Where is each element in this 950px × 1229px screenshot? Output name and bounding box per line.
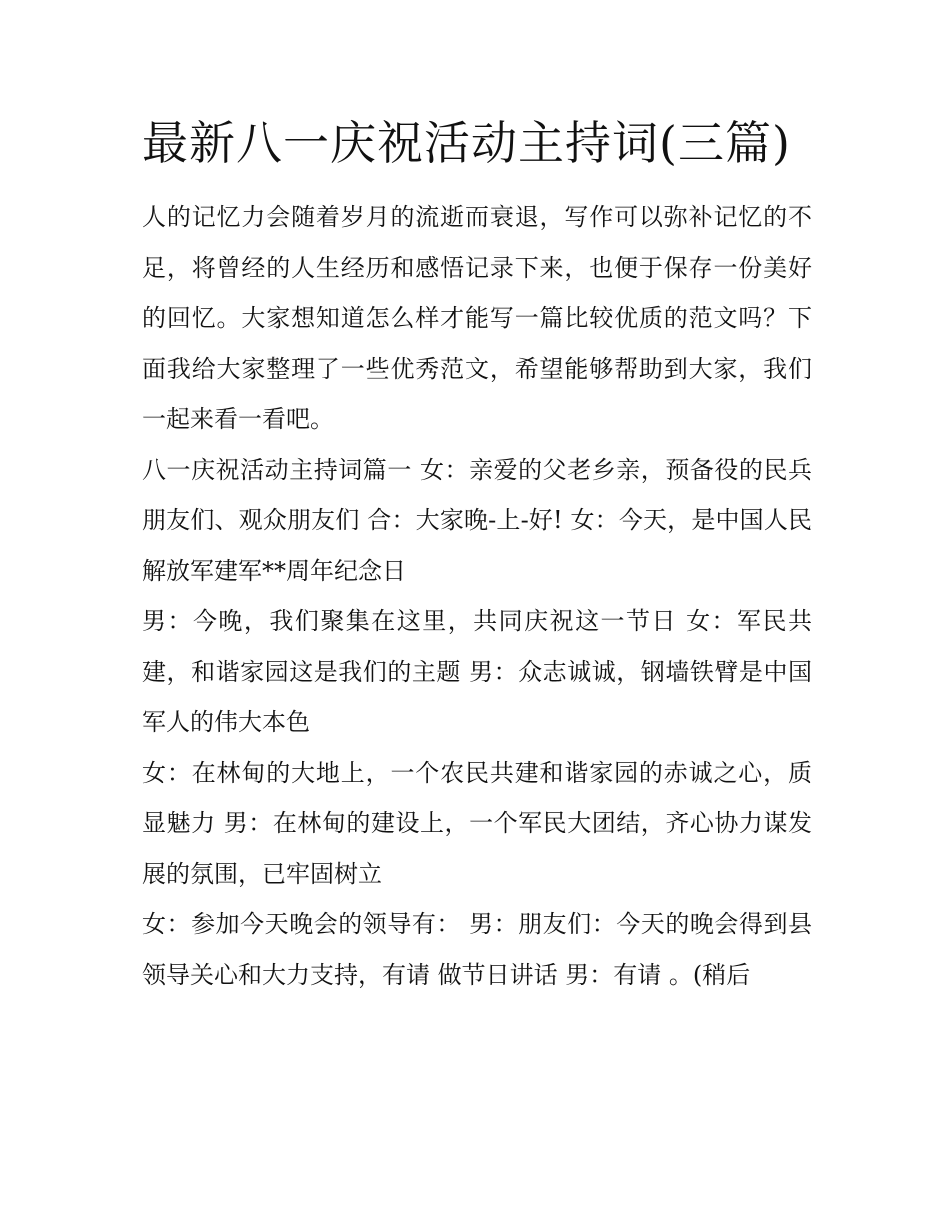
body-paragraph-2: 男：今晚，我们聚集在这里，共同庆祝这一节日 女：军民共建，和谐家园这是我们的主题 男：众志诚诚，钢墙铁臂是中国军人的伟大本色 (142, 607, 812, 736)
body-paragraph-4: 女：参加今天晚会的领导有： 男：朋友们：今天的晚会得到县领导关心和大力支持，有请 做节日讲话 男：有请 。(稍后 (142, 910, 812, 989)
document-title: 最新八一庆祝活动主持词(三篇) (142, 116, 791, 170)
intro-paragraph: 人的记忆力会随着岁月的流逝而衰退，写作可以弥补记忆的不足，将曾经的人生经历和感悟记录下来，也便于保存一份美好的回忆。大家想知道怎么样才能写一篇比较优质的范文吗？下面我给大家整理了一些优秀范文，希望能够帮助到大家，我们一起来看一看吧。 (142, 203, 812, 433)
document-page (142, 112, 812, 1000)
body-paragraph-1: 八一庆祝活动主持词篇一 女：亲爱的父老乡亲，预备役的民兵朋友们、观众朋友们 合：大家晚-上-好! 女：今天，是中国人民解放军建军**周年纪念日 (142, 455, 812, 585)
body-paragraph-3: 女：在林甸的大地上，一个农民共建和谐家园的赤诚之心，质显魅力 男：在林甸的建设上，一个军民大团结，齐心协力谋发展的氛围，已牢固树立 (142, 758, 812, 888)
